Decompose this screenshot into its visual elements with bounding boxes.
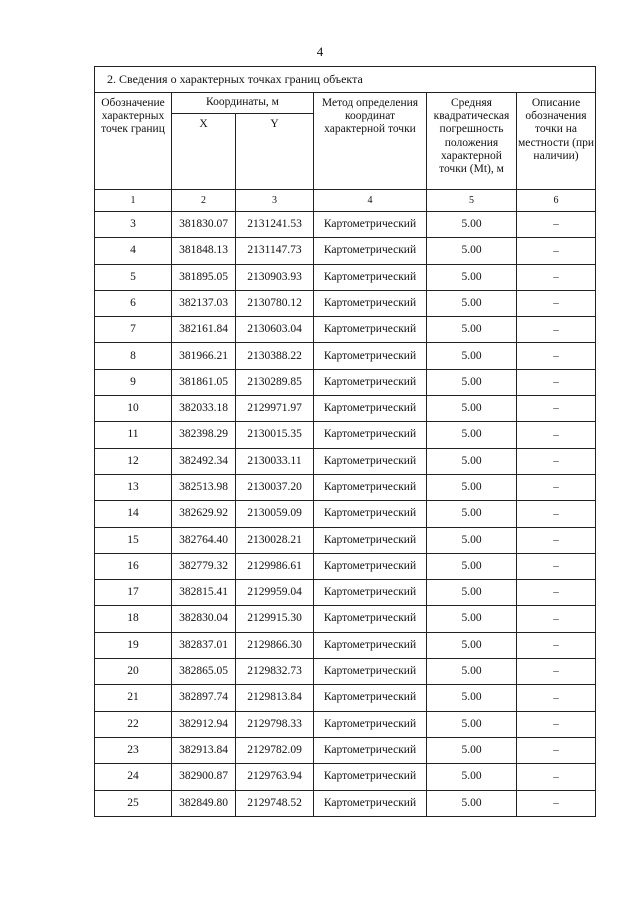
method-cell: Картометрический — [314, 606, 427, 632]
method-cell: Картометрический — [314, 238, 427, 264]
x-coordinate-cell: 382865.05 — [172, 659, 236, 685]
y-coordinate-cell: 2129798.33 — [236, 711, 314, 737]
error-cell: 5.00 — [427, 737, 517, 763]
point-number-cell: 15 — [95, 527, 172, 553]
point-number-cell: 25 — [95, 790, 172, 816]
table-row — [95, 264, 596, 290]
x-coordinate-cell: 382492.34 — [172, 448, 236, 474]
method-cell: Картометрический — [314, 580, 427, 606]
error-cell: 5.00 — [427, 422, 517, 448]
method-cell: Картометрический — [314, 474, 427, 500]
description-cell: – — [517, 396, 596, 422]
header-coordinates: Координаты, м — [172, 93, 314, 114]
table-row — [95, 580, 596, 606]
table-row — [95, 527, 596, 553]
point-number-cell: 20 — [95, 659, 172, 685]
table-row — [95, 711, 596, 737]
description-cell: – — [517, 290, 596, 316]
y-coordinate-cell: 2130033.11 — [236, 448, 314, 474]
point-number-cell: 12 — [95, 448, 172, 474]
x-coordinate-cell: 381861.05 — [172, 369, 236, 395]
header-method: Метод определения координат характерной точки — [314, 93, 427, 190]
header-y: Y — [236, 114, 314, 190]
y-coordinate-cell: 2130059.09 — [236, 501, 314, 527]
description-cell: – — [517, 790, 596, 816]
error-cell: 5.00 — [427, 396, 517, 422]
x-coordinate-cell: 382137.03 — [172, 290, 236, 316]
table-body — [95, 212, 596, 817]
header-error: Средняя квадратическая погрешность положения характерной точки (Mt), м — [427, 93, 517, 190]
method-cell: Картометрический — [314, 369, 427, 395]
point-number-cell: 18 — [95, 606, 172, 632]
y-coordinate-cell: 2130603.04 — [236, 317, 314, 343]
table-row — [95, 553, 596, 579]
description-cell: – — [517, 659, 596, 685]
x-coordinate-cell: 381830.07 — [172, 212, 236, 238]
page-number: 4 — [316, 44, 324, 59]
point-number-cell: 22 — [95, 711, 172, 737]
column-number: 6 — [517, 190, 596, 212]
y-coordinate-cell: 2129915.30 — [236, 606, 314, 632]
x-coordinate-cell: 381848.13 — [172, 238, 236, 264]
table-row — [95, 238, 596, 264]
y-coordinate-cell: 2130903.93 — [236, 264, 314, 290]
method-cell: Картометрический — [314, 790, 427, 816]
table-row — [95, 737, 596, 763]
description-cell: – — [517, 369, 596, 395]
y-coordinate-cell: 2129866.30 — [236, 632, 314, 658]
y-coordinate-cell: 2129748.52 — [236, 790, 314, 816]
x-coordinate-cell: 382897.74 — [172, 685, 236, 711]
method-cell: Картометрический — [314, 317, 427, 343]
description-cell: – — [517, 632, 596, 658]
x-coordinate-cell: 382398.29 — [172, 422, 236, 448]
table-row — [95, 317, 596, 343]
error-cell: 5.00 — [427, 764, 517, 790]
error-cell: 5.00 — [427, 553, 517, 579]
point-number-cell: 24 — [95, 764, 172, 790]
description-cell: – — [517, 422, 596, 448]
point-number-cell: 8 — [95, 343, 172, 369]
point-number-cell: 14 — [95, 501, 172, 527]
error-cell: 5.00 — [427, 474, 517, 500]
table-row — [95, 659, 596, 685]
description-cell: – — [517, 553, 596, 579]
table-row — [95, 369, 596, 395]
x-coordinate-cell: 382629.92 — [172, 501, 236, 527]
boundary-points-table — [94, 66, 596, 817]
method-cell: Картометрический — [314, 737, 427, 763]
error-cell: 5.00 — [427, 580, 517, 606]
table-row — [95, 422, 596, 448]
x-coordinate-cell: 382849.80 — [172, 790, 236, 816]
table-row — [95, 212, 596, 238]
table-row — [95, 343, 596, 369]
y-coordinate-cell: 2129959.04 — [236, 580, 314, 606]
x-coordinate-cell: 381895.05 — [172, 264, 236, 290]
x-coordinate-cell: 382837.01 — [172, 632, 236, 658]
x-coordinate-cell: 381966.21 — [172, 343, 236, 369]
error-cell: 5.00 — [427, 790, 517, 816]
y-coordinate-cell: 2130015.35 — [236, 422, 314, 448]
y-coordinate-cell: 2130037.20 — [236, 474, 314, 500]
error-cell: 5.00 — [427, 448, 517, 474]
description-cell: – — [517, 711, 596, 737]
error-cell: 5.00 — [427, 711, 517, 737]
point-number-cell: 17 — [95, 580, 172, 606]
table-row — [95, 474, 596, 500]
y-coordinate-cell: 2129986.61 — [236, 553, 314, 579]
error-cell: 5.00 — [427, 632, 517, 658]
column-number: 5 — [427, 190, 517, 212]
section-title: 2. Сведения о характерных точках границ объекта — [95, 67, 596, 93]
error-cell: 5.00 — [427, 659, 517, 685]
error-cell: 5.00 — [427, 290, 517, 316]
error-cell: 5.00 — [427, 501, 517, 527]
description-cell: – — [517, 238, 596, 264]
header-description: Описание обозначения точки на местности (при наличии) — [517, 93, 596, 190]
method-cell: Картометрический — [314, 711, 427, 737]
column-number: 4 — [314, 190, 427, 212]
point-number-cell: 19 — [95, 632, 172, 658]
point-number-cell: 4 — [95, 238, 172, 264]
x-coordinate-cell: 382033.18 — [172, 396, 236, 422]
error-cell: 5.00 — [427, 212, 517, 238]
method-cell: Картометрический — [314, 422, 427, 448]
table-row — [95, 290, 596, 316]
description-cell: – — [517, 527, 596, 553]
method-cell: Картометрический — [314, 212, 427, 238]
description-cell: – — [517, 685, 596, 711]
error-cell: 5.00 — [427, 527, 517, 553]
description-cell: – — [517, 606, 596, 632]
point-number-cell: 6 — [95, 290, 172, 316]
x-coordinate-cell: 382912.94 — [172, 711, 236, 737]
method-cell: Картометрический — [314, 290, 427, 316]
description-cell: – — [517, 264, 596, 290]
y-coordinate-cell: 2129813.84 — [236, 685, 314, 711]
point-number-cell: 3 — [95, 212, 172, 238]
point-number-cell: 23 — [95, 737, 172, 763]
description-cell: – — [517, 343, 596, 369]
x-coordinate-cell: 382913.84 — [172, 737, 236, 763]
description-cell: – — [517, 212, 596, 238]
description-cell: – — [517, 764, 596, 790]
x-coordinate-cell: 382779.32 — [172, 553, 236, 579]
table-row — [95, 764, 596, 790]
y-coordinate-cell: 2129763.94 — [236, 764, 314, 790]
y-coordinate-cell: 2129832.73 — [236, 659, 314, 685]
error-cell: 5.00 — [427, 685, 517, 711]
error-cell: 5.00 — [427, 369, 517, 395]
y-coordinate-cell: 2131147.73 — [236, 238, 314, 264]
description-cell: – — [517, 501, 596, 527]
method-cell: Картометрический — [314, 343, 427, 369]
method-cell: Картометрический — [314, 448, 427, 474]
method-cell: Картометрический — [314, 685, 427, 711]
description-cell: – — [517, 474, 596, 500]
method-cell: Картометрический — [314, 659, 427, 685]
method-cell: Картометрический — [314, 764, 427, 790]
method-cell: Картометрический — [314, 264, 427, 290]
x-coordinate-cell: 382830.04 — [172, 606, 236, 632]
table-row — [95, 396, 596, 422]
point-number-cell: 9 — [95, 369, 172, 395]
description-cell: – — [517, 580, 596, 606]
table-row — [95, 790, 596, 816]
method-cell: Картометрический — [314, 632, 427, 658]
y-coordinate-cell: 2130780.12 — [236, 290, 314, 316]
x-coordinate-cell: 382513.98 — [172, 474, 236, 500]
description-cell: – — [517, 448, 596, 474]
method-cell: Картометрический — [314, 527, 427, 553]
header-point-designation: Обозначение характерных точек границ — [95, 93, 172, 190]
method-cell: Картометрический — [314, 501, 427, 527]
method-cell: Картометрический — [314, 396, 427, 422]
x-coordinate-cell: 382764.40 — [172, 527, 236, 553]
table-row — [95, 685, 596, 711]
error-cell: 5.00 — [427, 264, 517, 290]
x-coordinate-cell: 382900.87 — [172, 764, 236, 790]
error-cell: 5.00 — [427, 343, 517, 369]
column-number: 2 — [172, 190, 236, 212]
point-number-cell: 7 — [95, 317, 172, 343]
table-row — [95, 501, 596, 527]
error-cell: 5.00 — [427, 238, 517, 264]
table-row — [95, 632, 596, 658]
point-number-cell: 21 — [95, 685, 172, 711]
method-cell: Картометрический — [314, 553, 427, 579]
table-row — [95, 606, 596, 632]
description-cell: – — [517, 737, 596, 763]
point-number-cell: 11 — [95, 422, 172, 448]
y-coordinate-cell: 2130028.21 — [236, 527, 314, 553]
column-number: 3 — [236, 190, 314, 212]
y-coordinate-cell: 2130289.85 — [236, 369, 314, 395]
error-cell: 5.00 — [427, 317, 517, 343]
error-cell: 5.00 — [427, 606, 517, 632]
point-number-cell: 5 — [95, 264, 172, 290]
header-x: X — [172, 114, 236, 190]
point-number-cell: 13 — [95, 474, 172, 500]
description-cell: – — [517, 317, 596, 343]
y-coordinate-cell: 2129782.09 — [236, 737, 314, 763]
x-coordinate-cell: 382815.41 — [172, 580, 236, 606]
table-row — [95, 448, 596, 474]
column-number: 1 — [95, 190, 172, 212]
y-coordinate-cell: 2129971.97 — [236, 396, 314, 422]
point-number-cell: 16 — [95, 553, 172, 579]
y-coordinate-cell: 2130388.22 — [236, 343, 314, 369]
y-coordinate-cell: 2131241.53 — [236, 212, 314, 238]
point-number-cell: 10 — [95, 396, 172, 422]
x-coordinate-cell: 382161.84 — [172, 317, 236, 343]
